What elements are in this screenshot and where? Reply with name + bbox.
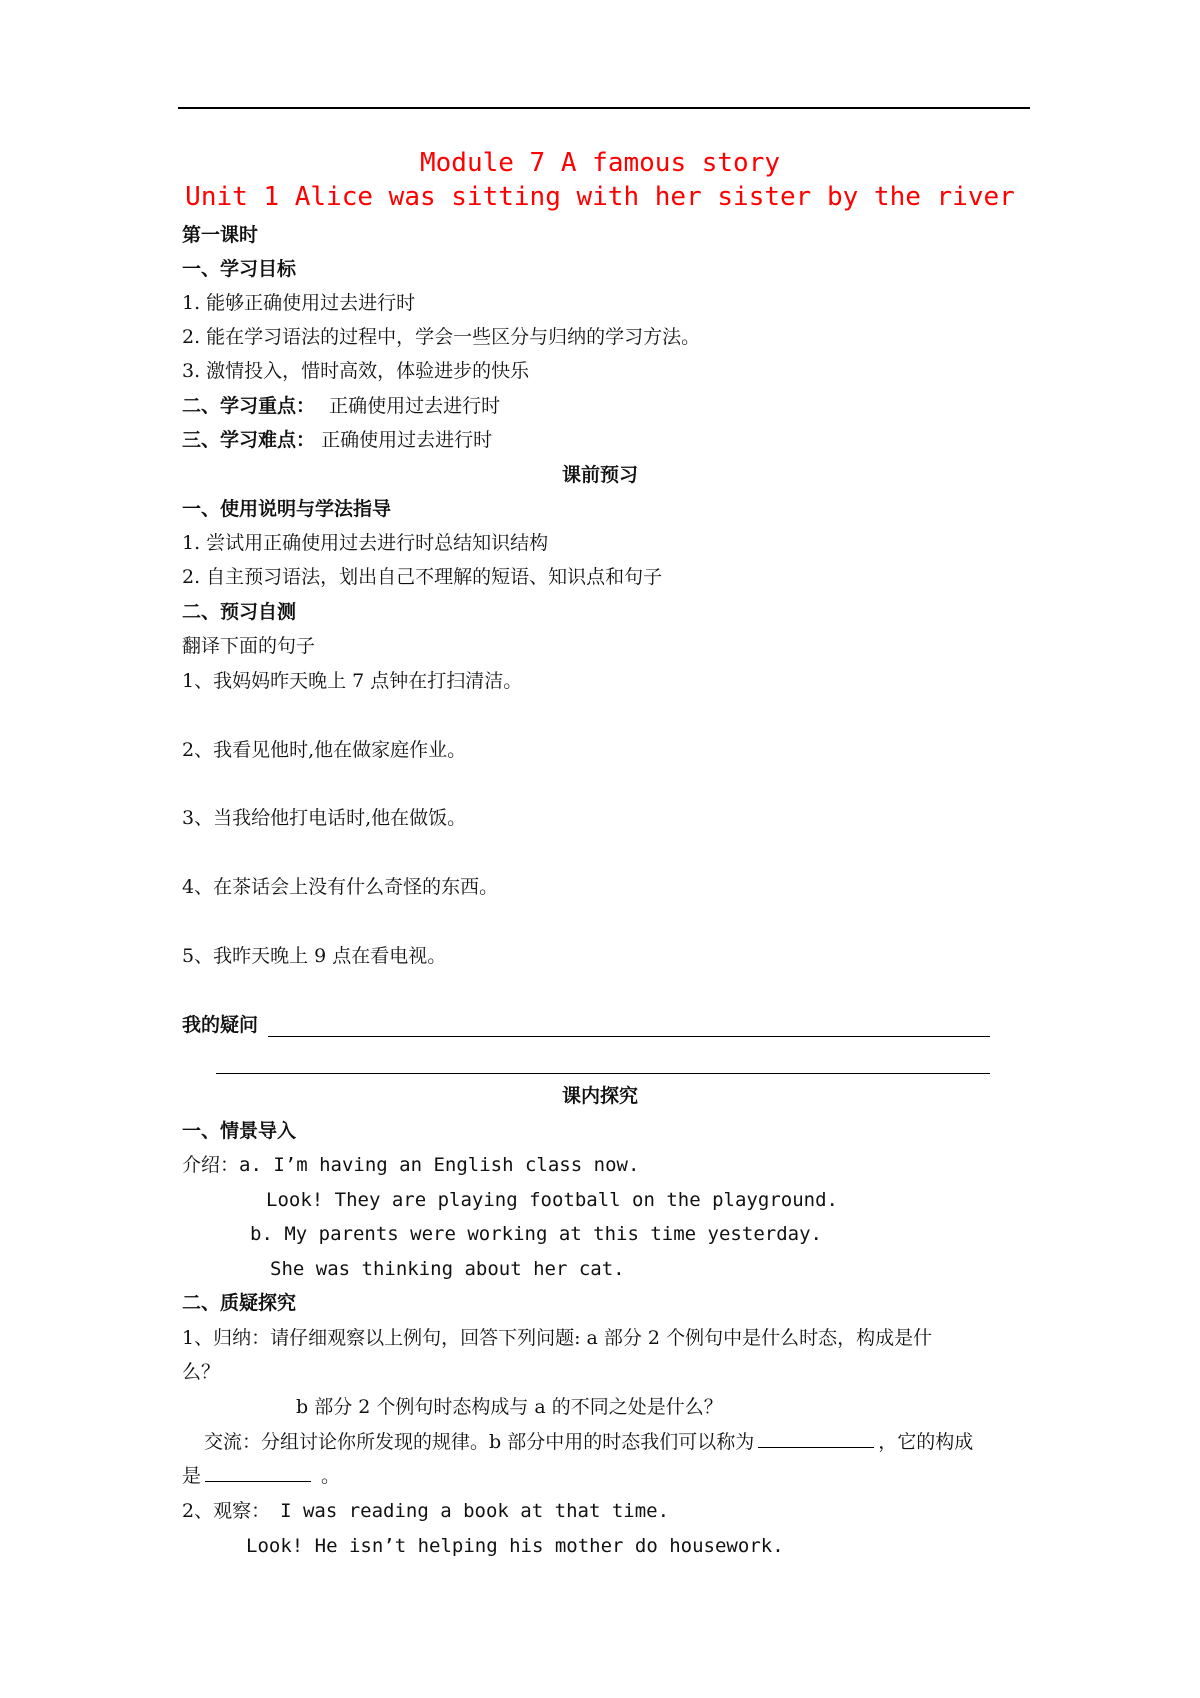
example-sentence: a. I’m having an English class now. [239, 1154, 640, 1176]
objectives-heading: 一、学习目标 [182, 258, 297, 280]
exchange-line [182, 1467, 340, 1486]
inquiry-heading: 二、质疑探究 [182, 1292, 297, 1314]
exchange-text: 是 [182, 1465, 202, 1487]
guide-heading: 一、使用说明与学法指导 [182, 498, 392, 520]
objective-item: 3. 激情投入，惜时高效，体验进步的快乐 [182, 360, 530, 382]
exchange-line [204, 1433, 973, 1452]
answer-blank[interactable] [205, 1480, 311, 1482]
exchange-text: 。 [321, 1465, 341, 1487]
translation-item: 5、我昨天晚上 9 点在看电视。 [182, 945, 447, 967]
guide-item: 2. 自主预习语法，划出自己不理解的短语、知识点和句子 [182, 566, 663, 588]
guide-item: 1. 尝试用正确使用过去进行时总结知识结构 [182, 532, 549, 554]
key-point-text: 正确使用过去进行时 [329, 395, 501, 417]
key-point [182, 397, 500, 416]
translation-item: 1、我妈妈昨天晚上 7 点钟在打扫清洁。 [182, 670, 523, 692]
intro-label: 介绍： [182, 1154, 240, 1176]
exchange-text: 交流：分组讨论你所发现的规律。b 部分中用的时态我们可以称为 [204, 1431, 755, 1453]
observe-label: 2、观察： [182, 1500, 271, 1522]
inclass-heading: 课内探究 [561, 1085, 638, 1107]
preview-heading: 课前预习 [561, 464, 638, 486]
translation-item: 2、我看见他时,他在做家庭作业。 [182, 739, 467, 761]
exchange-text: ，它的构成 [878, 1431, 974, 1453]
intro-line [182, 1156, 639, 1175]
questions-blank-line [216, 1073, 990, 1074]
difficulty-label: 三、学习难点： [182, 429, 316, 451]
example-sentence: Look! They are playing football on the playground. [266, 1189, 838, 1211]
scene-heading: 一、情景导入 [182, 1120, 297, 1142]
self-test-heading: 二、预习自测 [182, 601, 297, 623]
objective-item: 1. 能够正确使用过去进行时 [182, 292, 416, 314]
header-rule [178, 107, 1030, 109]
example-sentence: I was reading a book at that time. [280, 1500, 670, 1522]
lesson-label: 第一课时 [182, 224, 259, 246]
inquiry-question: 1、归纳：请仔细观察以上例句，回答下列问题: a 部分 2 个例句中是什么时态，构成是什 [182, 1327, 933, 1349]
example-sentence: b. My parents were working at this time yesterday. [250, 1223, 822, 1245]
example-sentence: She was thinking about her cat. [270, 1258, 625, 1280]
inquiry-question: b 部分 2 个例句时态构成与 a 的不同之处是什么？ [296, 1396, 723, 1418]
objective-item: 2. 能在学习语法的过程中，学会一些区分与归纳的学习方法。 [182, 326, 701, 348]
example-sentence: Look! He isn’t helping his mother do housework. [246, 1535, 784, 1557]
observe-line [182, 1502, 669, 1521]
translation-item: 3、当我给他打电话时,他在做饭。 [182, 807, 467, 829]
unit-title: Unit 1 Alice was sitting with her sister by the river [185, 182, 1015, 212]
inquiry-question: 么？ [182, 1361, 221, 1383]
difficulty [182, 431, 492, 450]
self-test-instruction: 翻译下面的句子 [182, 635, 316, 657]
key-point-label: 二、学习重点： [182, 395, 316, 417]
questions-label: 我的疑问 [182, 1014, 259, 1036]
translation-item: 4、在茶话会上没有什么奇怪的东西。 [182, 876, 499, 898]
module-title: Module 7 A famous story [419, 148, 781, 178]
questions-blank-line [268, 1036, 990, 1037]
difficulty-text: 正确使用过去进行时 [321, 429, 493, 451]
answer-blank[interactable] [758, 1446, 874, 1448]
